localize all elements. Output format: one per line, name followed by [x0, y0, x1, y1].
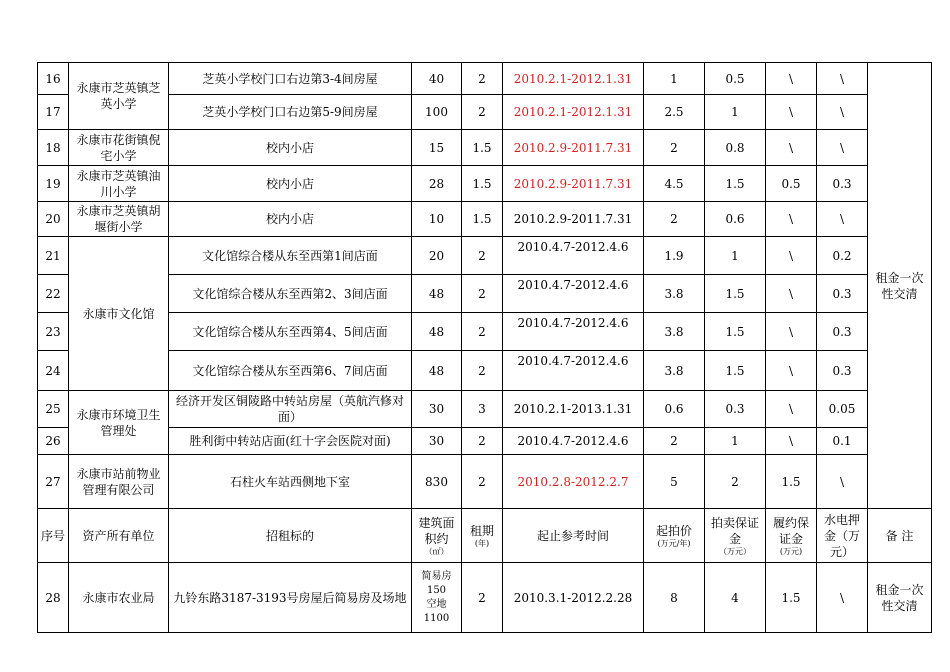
- period-cell: 2010.2.1-2012.1.31: [503, 95, 644, 130]
- header-start-price-unit: (万元/年): [657, 538, 691, 548]
- start-price-cell: 3.8: [644, 351, 705, 391]
- term-cell: 2: [462, 63, 503, 95]
- header-term-label: 租期: [469, 523, 494, 538]
- owner-cell: 永康市文化馆: [69, 237, 169, 391]
- item-cell: 校内小店: [169, 202, 412, 237]
- header-start-price: [644, 509, 705, 563]
- lease-table: [37, 62, 932, 633]
- perf-bond-cell: \: [766, 275, 817, 313]
- item-cell: 九铃东路3187-3193号房屋后简易房及场地: [169, 563, 412, 633]
- row-number: 21: [38, 237, 69, 275]
- item-cell: 文化馆综合楼从东至西第1间店面: [169, 237, 412, 275]
- table-row: [38, 391, 932, 428]
- area-line: 空地: [426, 598, 447, 610]
- term-cell: 2: [462, 313, 503, 351]
- term-cell: 1.5: [462, 130, 503, 166]
- period-cell: 2010.4.7-2012.4.6: [503, 351, 644, 391]
- utility-cell: 0.3: [817, 275, 868, 313]
- area-cell: 30: [412, 428, 462, 455]
- deposit-cell: 1.5: [705, 313, 766, 351]
- table-row: [38, 351, 932, 391]
- deposit-cell: 1.5: [705, 166, 766, 202]
- header-remark: 备 注: [868, 509, 932, 563]
- row-number: 24: [38, 351, 69, 391]
- item-cell: 芝英小学校门口右边第5-9间房屋: [169, 95, 412, 130]
- start-price-cell: 8: [644, 563, 705, 633]
- table-row: [38, 428, 932, 455]
- item-cell: 芝英小学校门口右边第3-4间房屋: [169, 63, 412, 95]
- start-price-cell: 2: [644, 130, 705, 166]
- utility-cell: \: [817, 63, 868, 95]
- deposit-cell: 4: [705, 563, 766, 633]
- item-cell: 胜利街中转站店面(红十字会医院对面): [169, 428, 412, 455]
- term-cell: 3: [462, 391, 503, 428]
- perf-bond-cell: \: [766, 63, 817, 95]
- area-cell: [412, 563, 462, 633]
- owner-cell: 永康市芝英镇芝英小学: [69, 63, 169, 130]
- row-number: 19: [38, 166, 69, 202]
- period-cell: 2010.4.7-2012.4.6: [503, 313, 644, 351]
- utility-cell: 0.05: [817, 391, 868, 428]
- row-number: 20: [38, 202, 69, 237]
- row-number: 22: [38, 275, 69, 313]
- area-cell: 48: [412, 351, 462, 391]
- header-utility: 水电押金（万元）: [817, 509, 868, 563]
- start-price-cell: 2.5: [644, 95, 705, 130]
- header-owner: 资产所有单位: [69, 509, 169, 563]
- header-deposit: [705, 509, 766, 563]
- area-cell: 48: [412, 275, 462, 313]
- period-cell: 2010.3.1-2012.2.28: [503, 563, 644, 633]
- start-price-cell: 2: [644, 202, 705, 237]
- utility-cell: 0.2: [817, 237, 868, 275]
- perf-bond-cell: \: [766, 95, 817, 130]
- area-cell: 28: [412, 166, 462, 202]
- deposit-cell: 1: [705, 95, 766, 130]
- table-row: [38, 202, 932, 237]
- area-line: 1100: [423, 612, 450, 624]
- deposit-cell: 0.3: [705, 391, 766, 428]
- table-row: [38, 237, 932, 275]
- remark-cell: 租金一次性交清: [868, 563, 932, 633]
- term-cell: 2: [462, 428, 503, 455]
- period-cell: 2010.2.9-2011.7.31: [503, 130, 644, 166]
- perf-bond-cell: 1.5: [766, 455, 817, 509]
- deposit-cell: 1.5: [705, 351, 766, 391]
- period-cell: 2010.2.1-2012.1.31: [503, 63, 644, 95]
- deposit-cell: 1.5: [705, 275, 766, 313]
- utility-cell: \: [817, 95, 868, 130]
- start-price-cell: 3.8: [644, 313, 705, 351]
- deposit-cell: 0.8: [705, 130, 766, 166]
- remark-cell: 租金一次性交清: [868, 63, 932, 509]
- utility-cell: \: [817, 202, 868, 237]
- period-cell: 2010.4.7-2012.4.6: [503, 275, 644, 313]
- term-cell: 2: [462, 455, 503, 509]
- deposit-cell: 1: [705, 428, 766, 455]
- period-cell: 2010.2.9-2011.7.31: [503, 166, 644, 202]
- area-cell: 15: [412, 130, 462, 166]
- term-cell: 2: [462, 563, 503, 633]
- period-cell: 2010.2.8-2012.2.7: [503, 455, 644, 509]
- owner-cell: 永康市芝英镇油川小学: [69, 166, 169, 202]
- header-period: 起止参考时间: [503, 509, 644, 563]
- table-row: [38, 275, 932, 313]
- utility-cell: 0.3: [817, 313, 868, 351]
- table-row: [38, 95, 932, 130]
- perf-bond-cell: \: [766, 428, 817, 455]
- area-cell: 20: [412, 237, 462, 275]
- perf-bond-cell: \: [766, 313, 817, 351]
- header-term-unit: (年): [474, 538, 490, 548]
- area-cell: 830: [412, 455, 462, 509]
- owner-cell: 永康市芝英镇胡堰街小学: [69, 202, 169, 237]
- owner-cell: 永康市农业局: [69, 563, 169, 633]
- header-perf-bond-unit: (万元): [779, 546, 803, 556]
- owner-cell: 永康市环境卫生管理处: [69, 391, 169, 455]
- header-no: 序号: [38, 509, 69, 563]
- area-cell: 40: [412, 63, 462, 95]
- utility-cell: 0.1: [817, 428, 868, 455]
- period-cell: 2010.4.7-2012.4.6: [503, 428, 644, 455]
- area-cell: 100: [412, 95, 462, 130]
- row-number: 25: [38, 391, 69, 428]
- item-cell: 校内小店: [169, 166, 412, 202]
- start-price-cell: 1.9: [644, 237, 705, 275]
- item-cell: 经济开发区铜陵路中转站房屋（英航汽修对面）: [169, 391, 412, 428]
- period-cell: 2010.4.7-2012.4.6: [503, 237, 644, 275]
- start-price-cell: 4.5: [644, 166, 705, 202]
- header-term: [462, 509, 503, 563]
- row-number: 28: [38, 563, 69, 633]
- utility-cell: \: [817, 455, 868, 509]
- row-number: 27: [38, 455, 69, 509]
- table-row: [38, 563, 932, 633]
- utility-cell: \: [817, 130, 868, 166]
- start-price-cell: 2: [644, 428, 705, 455]
- perf-bond-cell: \: [766, 202, 817, 237]
- perf-bond-cell: 1.5: [766, 563, 817, 633]
- deposit-cell: 2: [705, 455, 766, 509]
- item-cell: 文化馆综合楼从东至西第6、7间店面: [169, 351, 412, 391]
- term-cell: 2: [462, 275, 503, 313]
- term-cell: 2: [462, 351, 503, 391]
- row-number: 26: [38, 428, 69, 455]
- table-row: [38, 63, 932, 95]
- term-cell: 2: [462, 95, 503, 130]
- period-cell: 2010.2.9-2011.7.31: [503, 202, 644, 237]
- utility-cell: 0.3: [817, 166, 868, 202]
- perf-bond-cell: \: [766, 351, 817, 391]
- row-number: 18: [38, 130, 69, 166]
- perf-bond-cell: \: [766, 391, 817, 428]
- deposit-cell: 0.5: [705, 63, 766, 95]
- period-cell: 2010.2.1-2013.1.31: [503, 391, 644, 428]
- area-line: 简易房: [421, 570, 452, 582]
- header-deposit-unit: （万元）: [719, 546, 751, 556]
- deposit-cell: 0.6: [705, 202, 766, 237]
- area-cell: 10: [412, 202, 462, 237]
- area-cell: 48: [412, 313, 462, 351]
- utility-cell: 0.3: [817, 351, 868, 391]
- term-cell: 1.5: [462, 166, 503, 202]
- term-cell: 2: [462, 237, 503, 275]
- header-area-unit: （㎡）: [424, 546, 449, 556]
- table-row: [38, 455, 932, 509]
- row-number: 23: [38, 313, 69, 351]
- perf-bond-cell: \: [766, 130, 817, 166]
- area-cell: 30: [412, 391, 462, 428]
- header-row: [38, 509, 932, 563]
- owner-cell: 永康市站前物业管理有限公司: [69, 455, 169, 509]
- area-line: 150: [426, 584, 447, 596]
- utility-cell: \: [817, 563, 868, 633]
- header-area: [412, 509, 462, 563]
- perf-bond-cell: 0.5: [766, 166, 817, 202]
- start-price-cell: 0.6: [644, 391, 705, 428]
- start-price-cell: 5: [644, 455, 705, 509]
- item-cell: 石柱火车站西侧地下室: [169, 455, 412, 509]
- start-price-cell: 1: [644, 63, 705, 95]
- header-area-label: 建筑面积约: [418, 515, 455, 546]
- header-deposit-label: 拍卖保证金: [710, 515, 759, 546]
- deposit-cell: 1: [705, 237, 766, 275]
- perf-bond-cell: \: [766, 237, 817, 275]
- item-cell: 校内小店: [169, 130, 412, 166]
- table-row: [38, 130, 932, 166]
- table-row: [38, 166, 932, 202]
- table-row: [38, 313, 932, 351]
- start-price-cell: 3.8: [644, 275, 705, 313]
- item-cell: 文化馆综合楼从东至西第4、5间店面: [169, 313, 412, 351]
- header-perf-bond: [766, 509, 817, 563]
- row-number: 16: [38, 63, 69, 95]
- term-cell: 1.5: [462, 202, 503, 237]
- item-cell: 文化馆综合楼从东至西第2、3间店面: [169, 275, 412, 313]
- header-perf-bond-label: 履约保证金: [772, 515, 809, 546]
- owner-cell: 永康市花街镇倪宅小学: [69, 130, 169, 166]
- header-item: 招租标的: [169, 509, 412, 563]
- row-number: 17: [38, 95, 69, 130]
- header-start-price-label: 起拍价: [655, 523, 692, 538]
